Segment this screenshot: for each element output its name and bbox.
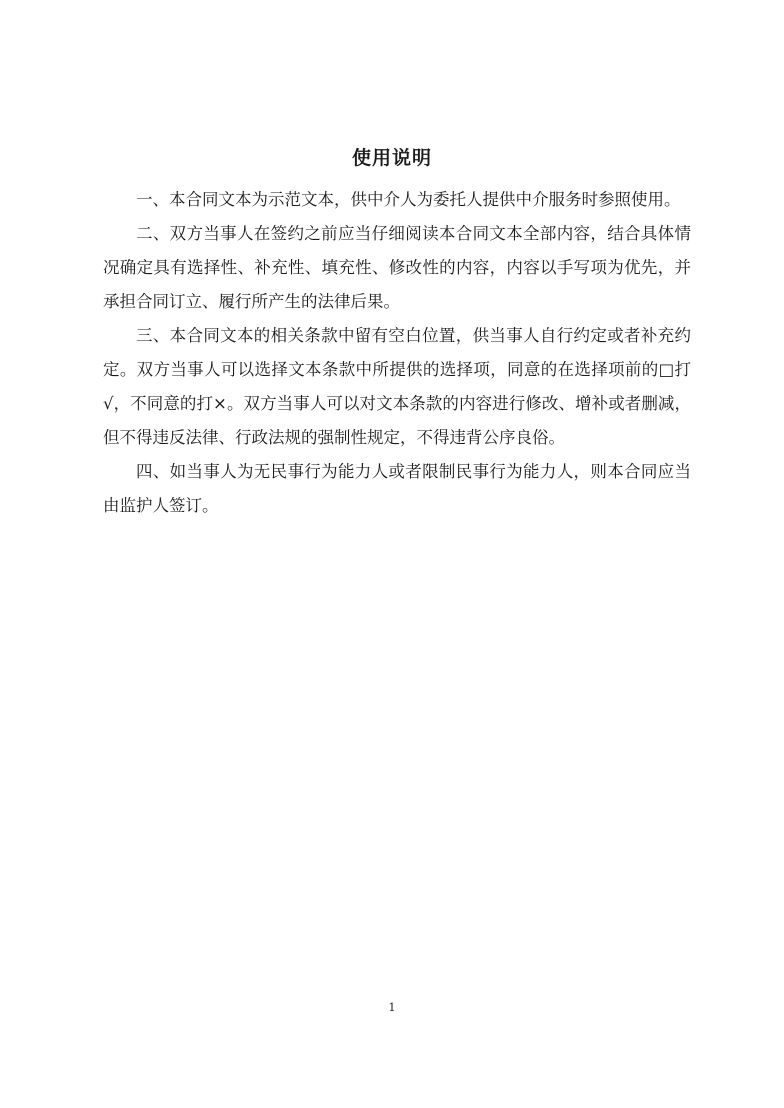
instruction-paragraph-1: 一、本合同文本为示范文本，供中介人为委托人提供中介服务时参照使用。 [136, 190, 681, 209]
instruction-paragraph-3: 三、本合同文本的相关条款中留有空白位置，供当事人自行约定或者补充约定。双方当事人可以选择文本条款中所提供的选择项，同意的在选择项前的□打√，不同意的打×。双方当事人可以对文本条款的内容进行修改、增补或者删减，但不得违反法律、行政法规的强制性规定，不得违背公序良俗。 [103, 326, 691, 447]
instruction-paragraph-2: 二、双方当事人在签约之前应当仔细阅读本合同文本全部内容，结合具体情况确定具有选择性、补充性、填充性、修改性的内容，内容以手写项为优先，并承担合同订立、履行所产生的法律后果。 [103, 224, 691, 311]
page-title: 使用说明 [351, 147, 432, 169]
instructions-body [103, 183, 691, 523]
instruction-paragraph-4: 四、如当事人为无民事行为能力人或者限制民事行为能力人，则本合同应当由监护人签订。 [103, 462, 691, 515]
page-number: 1 [388, 1001, 396, 1014]
